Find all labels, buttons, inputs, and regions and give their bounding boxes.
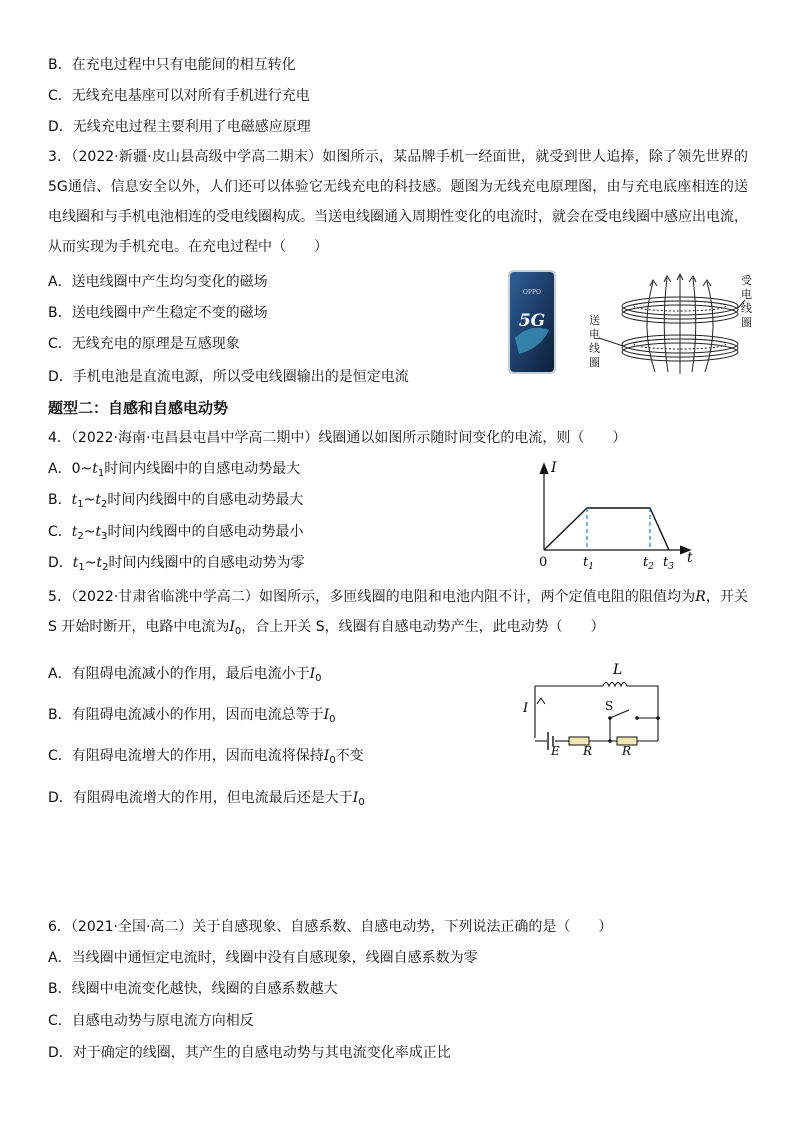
q3-option-a: A．送电线圈中产生均匀变化的磁场 — [48, 274, 268, 290]
q3-option-b: B．送电线圈中产生稳定不变的磁场 — [48, 305, 268, 321]
q2-option-b: B．在充电过程中只有电能间的相互转化 — [48, 57, 296, 73]
q5-option-b: B．有阻碍电流减小的作用，因而电流总等于$I_0$ — [48, 707, 336, 725]
q4-option-c: C．$t_2\sim t_3$时间内线圈中的自感电动势最小 — [48, 524, 304, 542]
label-R2: R — [622, 744, 632, 755]
label-R1: R — [583, 744, 593, 755]
y-axis-label: I — [551, 460, 557, 476]
current-time-graph — [530, 458, 705, 576]
label-E: E — [551, 744, 560, 755]
q2-option-d: D．无线充电过程主要利用了电磁感应原理 — [48, 119, 311, 135]
phone-brand: OPPO — [523, 289, 541, 296]
receive-coil-label: 受电线圈 — [741, 274, 752, 329]
q5-option-d: D．有阻碍电流增大的作用，但电流最后还是大于$I_0$ — [48, 790, 365, 808]
origin-label: 0 — [539, 555, 548, 570]
q5-option-c: C．有阻碍电流增大的作用，因而电流将保持$I_0$不变 — [48, 748, 364, 766]
label-S: S — [605, 699, 614, 713]
x-axis-label: t — [687, 550, 693, 566]
phone-5g-label: 5G — [518, 311, 546, 331]
send-coil-label: 送电线圈 — [589, 314, 600, 369]
q4-option-b: B．$t_1\sim t_2$时间内线圈中的自感电动势最大 — [48, 492, 304, 510]
coils-diagram — [622, 274, 738, 374]
wireless-charging-figure — [505, 268, 761, 376]
label-L: L — [613, 662, 623, 678]
q4-option-a: A．$0\sim t_1$时间内线圈中的自感电动势最大 — [48, 461, 301, 479]
svg-text:t2: $t_2$ — [643, 555, 654, 572]
q5-stem: 5．（2022·甘肃省临洮中学高二）如图所示，多匝线圈的电阻和电池内阻不计，两个定值电阻的阻值均为R，开关 S 开始时断开，电路中电流为$I_0$，合上开关 S，线圈有自感电动势产生，此电动势（ ） — [48, 589, 749, 637]
q3-option-d: D．手机电池是直流电源，所以受电线圈输出的是恒定电流 — [48, 369, 409, 385]
q3-stem: 3．（2022·新疆·皮山县高级中学高二期末）如图所示，某品牌手机一经面世，就受到世人追捧，除了领先世界的5G通信、信息安全以外，人们还可以体验它无线充电的科技感。题图为无线充电原理图，由与充电底座相连的送电线圈和与手机电池相连的受电线圈构成。当送电线圈通入周期性变化的电流时，就会在受电线圈中感应出电流，从而实现为手机充电。在充电过程中（ ） — [48, 149, 748, 255]
q4-option-d: D．$t_1\sim t_2$时间内线圈中的自感电动势为零 — [48, 555, 305, 573]
q6-option-a: A．当线圈中通恒定电流时，线圈中没有自感现象，线圈自感系数为零 — [48, 950, 478, 966]
tick-labels — [583, 555, 674, 572]
q6-option-b: B．线圈中电流变化越快，线圈的自感系数越大 — [48, 981, 338, 997]
q5-option-a: A．有阻碍电流减小的作用，最后电流小于$I_0$ — [48, 666, 322, 684]
svg-text:t3: $t_3$ — [663, 555, 674, 572]
q3-option-c: C．无线充电的原理是互感现象 — [48, 336, 240, 352]
svg-text:t1: $t_1$ — [583, 555, 594, 572]
section-title: 题型二：自感和自感电动势 — [48, 399, 229, 417]
dashed-guides — [587, 508, 650, 550]
q4-stem: 4．（2022·海南·屯昌县屯昌中学高二期中）线圈通以如图所示随时间变化的电流，则（ ） — [48, 430, 627, 446]
q2-option-c: C．无线充电基座可以对所有手机进行充电 — [48, 88, 310, 104]
inductor-coil — [603, 683, 627, 687]
phone-image — [508, 270, 556, 374]
q6-option-d: D．对于确定的线圈，其产生的自感电动势与其电流变化率成正比 — [48, 1045, 451, 1061]
circuit-diagram — [515, 660, 665, 755]
label-I: I — [523, 701, 529, 716]
q6-stem: 6．（2021·全国·高二）关于自感现象、自感系数、自感电动势，下列说法正确的是（ ） — [48, 919, 613, 935]
q6-option-c: C．自感电动势与原电流方向相反 — [48, 1013, 254, 1029]
